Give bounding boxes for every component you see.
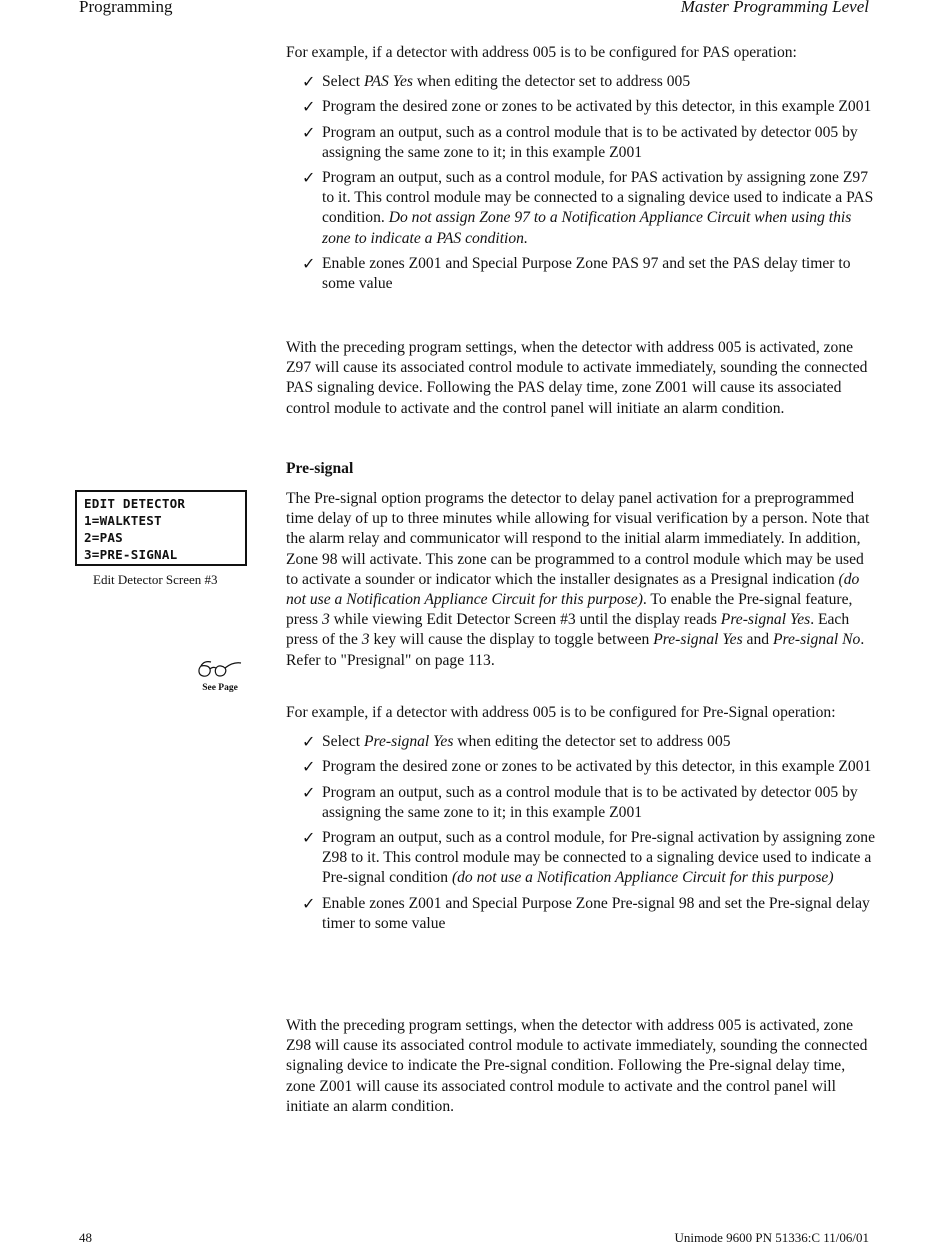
- checklist-item: ✓ Program an output, such as a control module, for PAS activation by assigning zone Z97 to it. This control module may be connected to a signaling device used to indicate a PAS condition. Do not assign Zone 97 to a Notification Appliance Circuit when using this zone to indicate a PAS condition.: [302, 168, 874, 247]
- checklist-item: ✓ Program the desired zone or zones to be activated by this detector, in this example Z001: [302, 757, 872, 777]
- see-page-marker: [195, 658, 245, 693]
- check-icon: ✓: [302, 72, 316, 92]
- checklist-item: ✓ Program an output, such as a control module, for Pre-signal activation by assigning zone Z98 to it. This control module may be connected to a signaling device used to indicate a Pre-signal condition (do not use a Notification Appliance Circuit for this purpose): [302, 828, 876, 887]
- checklist-item: ✓ Program the desired zone or zones to be activated by this detector, in this example Z001: [302, 97, 872, 117]
- checklist-item: ✓ Program an output, such as a control module that is to be activated by detector 005 by assigning the same zone to it; in this example Z001: [302, 122, 858, 161]
- check-icon: ✓: [302, 893, 316, 913]
- edit-detector-lcd-display: [75, 490, 247, 566]
- check-icon: ✓: [302, 757, 316, 777]
- check-icon: ✓: [302, 168, 316, 188]
- presignal-example-intro: For example, if a detector with address 005 is to be configured for Pre-Signal operation:: [286, 704, 836, 721]
- presignal-body-paragraph: The Pre-signal option programs the detector to delay panel activation for a preprogrammed time delay of up to three minutes while allowing for visual verification by a person. Note that the alarm relay and communicator will respond to the initial alarm immediately. In addition, Zone 98 will activate. This zone can be programmed to a control module which may be used to activate a sounder or indicator which the installer designates as a Presignal indication (do not use a Notification Appliance Circuit for this purpose). To enable the Pre-signal feature, press 3 while viewing Edit Detector Screen #3 until the display reads Pre-signal Yes. Each press of the 3 key will cause the display to toggle between Pre-signal Yes and Pre-signal No. Refer to "Presignal" on page 113.: [286, 490, 870, 669]
- lcd-line: EDIT DETECTOR: [84, 496, 186, 511]
- presignal-summary-paragraph: With the preceding program settings, when the detector with address 005 is activated, zone Z98 will cause its associated control module to activate immediately, sounding the connected signaling device to indicate the Pre-signal condition. Following the Pre-signal delay time, zone Z001 will cause its associated control module to activate and the control panel will initiate an alarm condition.: [286, 1017, 868, 1115]
- pas-example-intro: For example, if a detector with address 005 is to be configured for PAS operation:: [286, 44, 797, 61]
- check-icon: ✓: [302, 782, 316, 802]
- checklist-item: ✓ Select PAS Yes when editing the detector set to address 005: [302, 72, 691, 92]
- lcd-caption: Edit Detector Screen #3: [93, 572, 218, 587]
- pas-example-section: [286, 43, 876, 299]
- see-page-label: See Page: [202, 683, 238, 693]
- pas-summary-paragraph: With the preceding program settings, when the detector with address 005 is activated, zone Z97 will cause its associated control module to activate immediately, sounding the connected PAS signaling device. Following the PAS delay time, zone Z001 will cause its associated control module to activate and the control panel will initiate an alarm condition.: [286, 339, 868, 417]
- checklist-item: ✓ Enable zones Z001 and Special Purpose Zone PAS 97 and set the PAS delay timer to some value: [302, 253, 851, 293]
- pas-checklist: [286, 72, 876, 294]
- check-icon: ✓: [302, 732, 316, 752]
- document-id: Unimode 9600 PN 51336:C 11/06/01: [674, 1230, 869, 1245]
- checklist-item: ✓ Enable zones Z001 and Special Purpose Zone Pre-signal 98 and set the Pre-signal delay timer to some value: [302, 893, 870, 932]
- checklist-item: ✓ Select Pre-signal Yes when editing the detector set to address 005: [302, 732, 731, 752]
- running-header-section: Programming: [79, 0, 173, 16]
- lcd-line: 2=PAS: [84, 530, 123, 545]
- presignal-example-section: [286, 703, 876, 939]
- check-icon: ✓: [302, 97, 316, 117]
- checklist-item: ✓ Program an output, such as a control module that is to be activated by detector 005 by assigning the same zone to it; in this example Z001: [302, 782, 858, 821]
- page-number: 48: [79, 1230, 92, 1245]
- running-header-chapter: Master Programming Level: [680, 0, 869, 16]
- check-icon: ✓: [302, 253, 316, 273]
- check-icon: ✓: [302, 828, 316, 848]
- lcd-line: 3=PRE-SIGNAL: [84, 547, 178, 562]
- glasses-icon: [195, 658, 245, 680]
- presignal-heading: Pre-signal: [286, 460, 354, 477]
- lcd-line: 1=WALKTEST: [84, 513, 162, 528]
- presignal-checklist: [286, 732, 876, 934]
- check-icon: ✓: [302, 122, 316, 142]
